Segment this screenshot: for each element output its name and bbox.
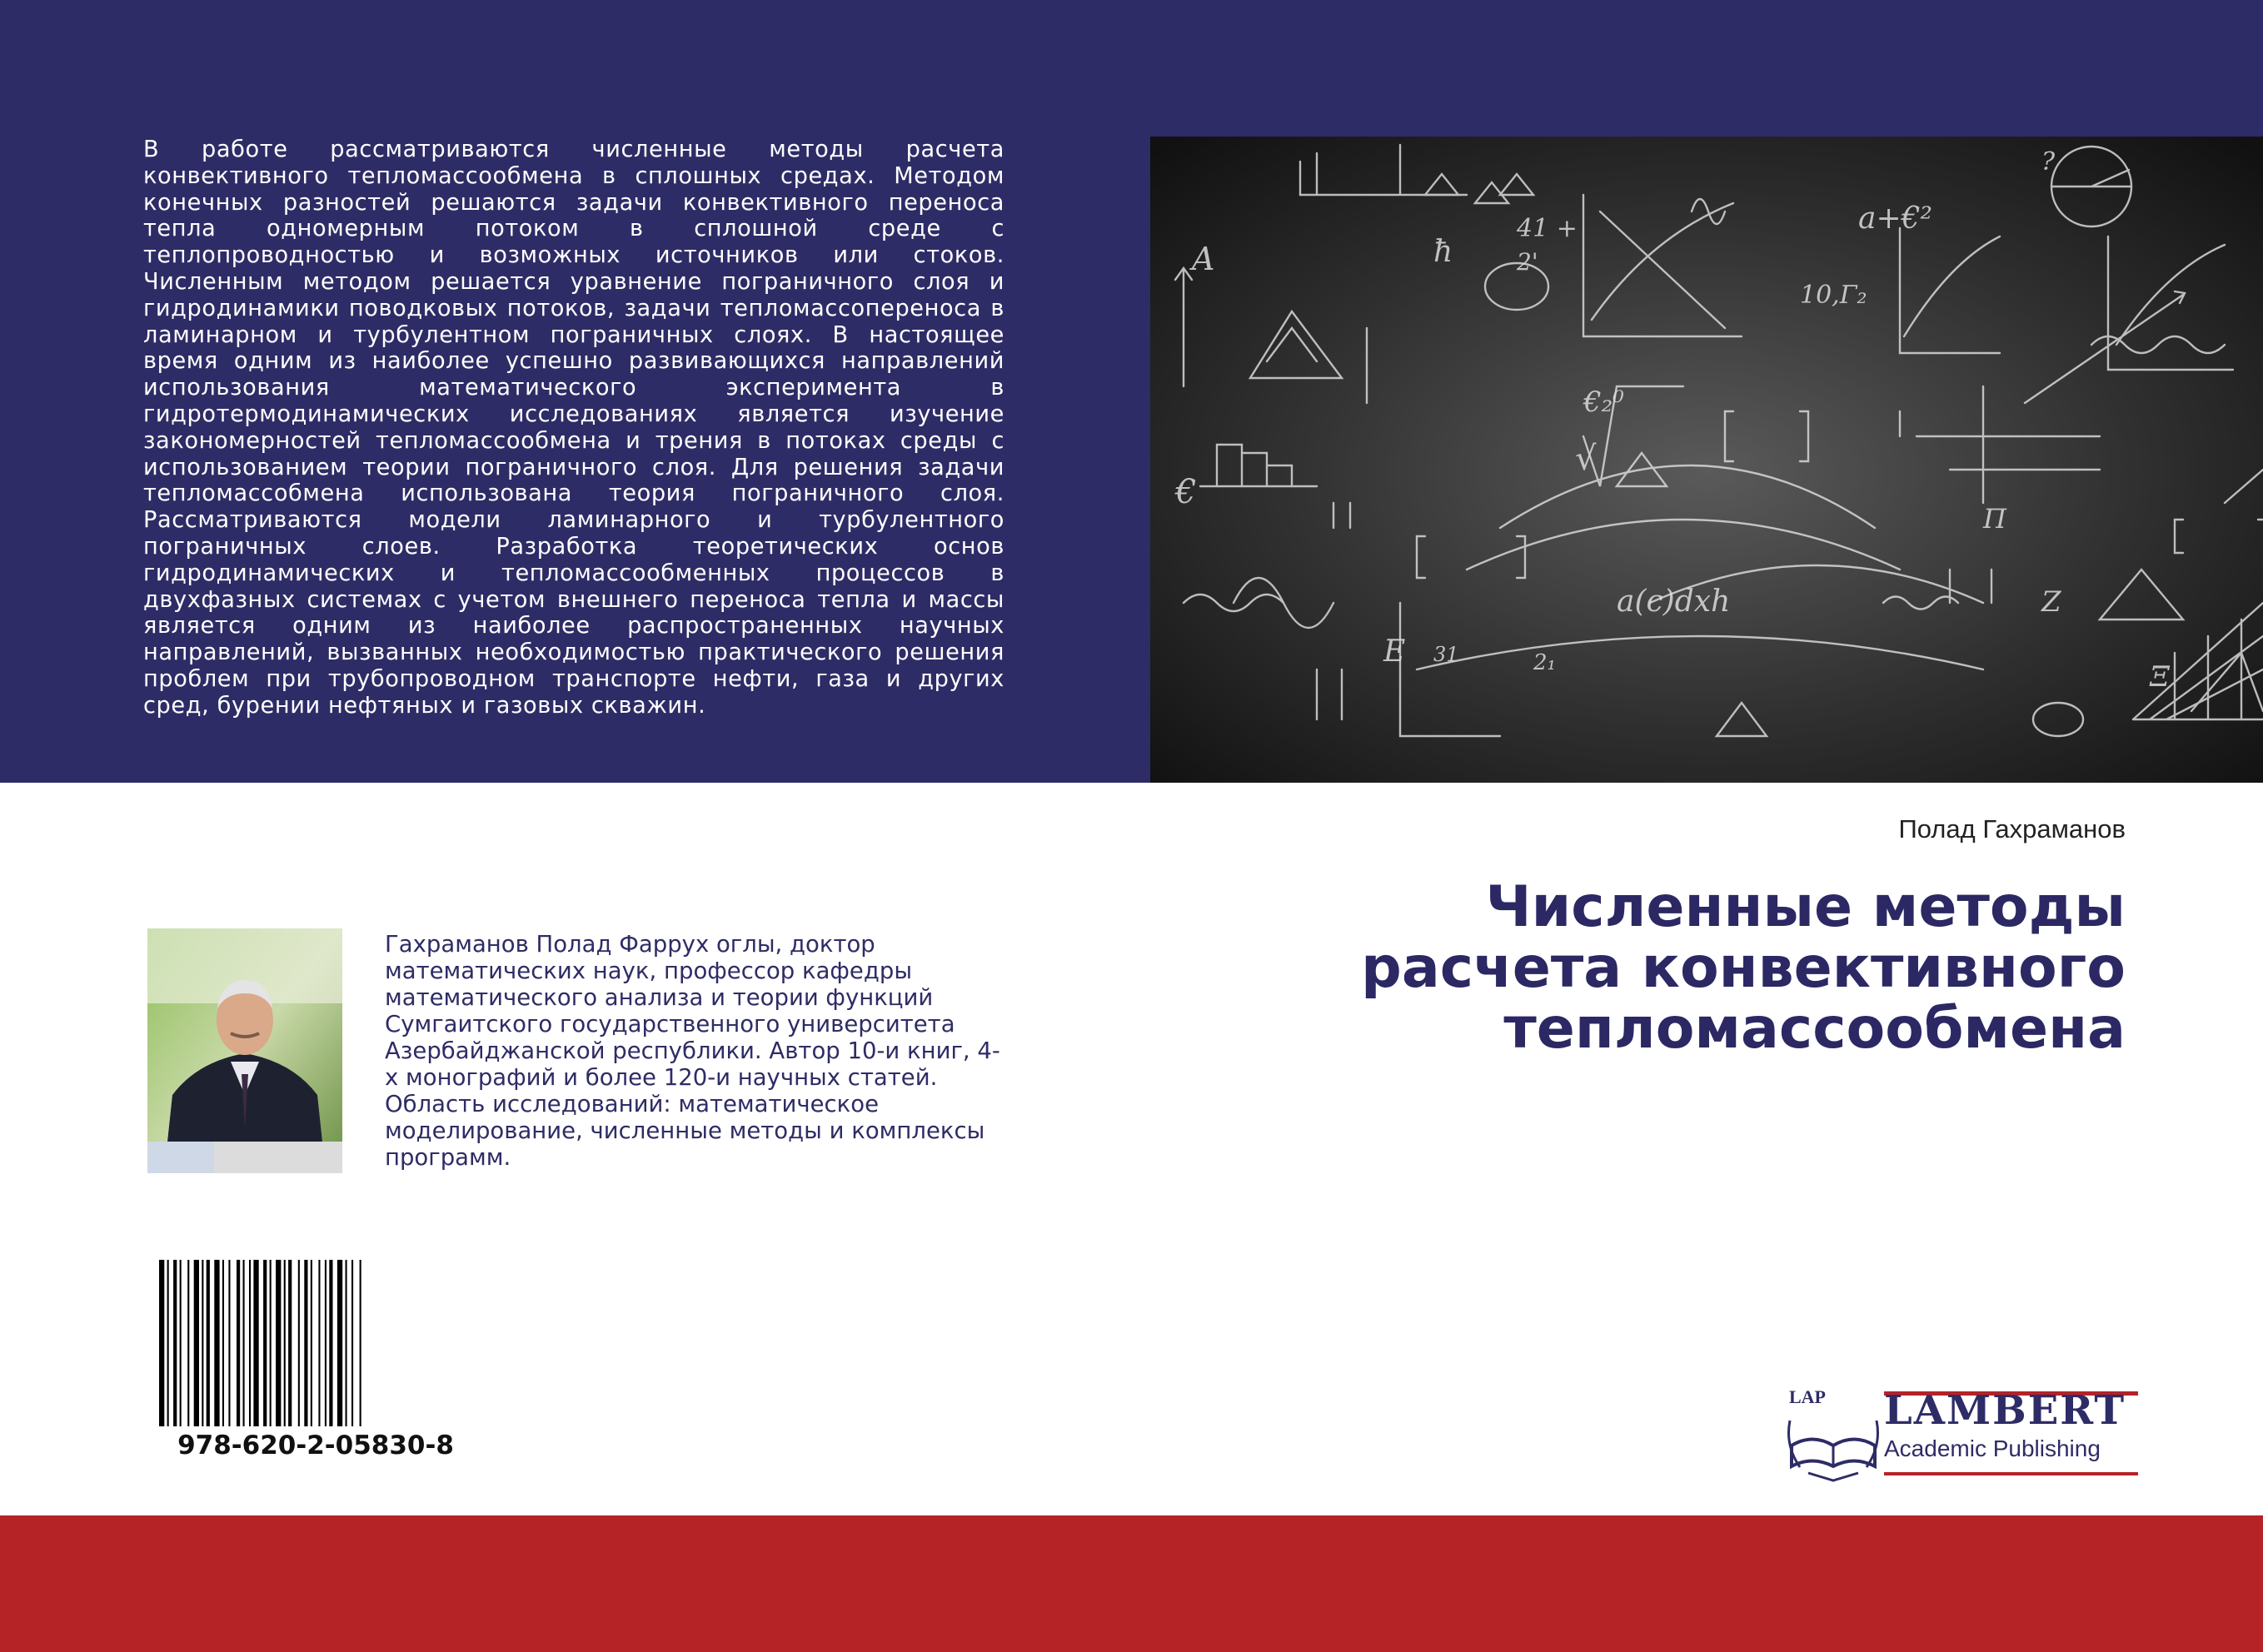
barcode-bar: [159, 1260, 164, 1426]
author-biography: Гахраманов Полад Фаррух оглы, доктор математических наук, профессор кафедры математического анализа и теории функций Сумгаитского государственного университета Азербайджанской республики. Автор 10-и книг, 4-х монографий и более 120-и научных статей. Область исследований: математическое моделирование, численные методы и комплексы программ.: [385, 931, 1000, 1171]
author-photo: [147, 928, 342, 1173]
chalk-mark: a(c)dxh: [1617, 585, 1731, 619]
title-line: расчета конвективного: [1361, 935, 2126, 1001]
chalk-mark: ħ: [1433, 235, 1453, 269]
publisher-subtitle: Academic Publishing: [1884, 1436, 2101, 1461]
chalk-mark: Ξ: [2150, 660, 2170, 694]
front-cover-author: Полад Гахраманов: [1898, 814, 2126, 843]
barcode-bar: [167, 1260, 169, 1426]
publisher-mark: LAP: [1789, 1386, 1826, 1407]
barcode-bar: [194, 1260, 199, 1426]
barcode-bar: [304, 1260, 307, 1426]
open-book-icon: [1789, 1421, 1878, 1480]
barcode-bar: [187, 1260, 189, 1426]
barcode-bar: [360, 1260, 361, 1426]
red-bottom-band: [0, 1515, 2263, 1652]
chalk-mark: a+€²: [1858, 202, 1932, 236]
chalk-mark: €: [1175, 473, 1197, 511]
barcode-bar: [253, 1260, 258, 1426]
barcode-bar: [346, 1260, 347, 1426]
barcode-bar: [263, 1260, 267, 1426]
barcode-bar: [228, 1260, 230, 1426]
chalk-mark: 10,Γ₂: [1800, 281, 1867, 310]
isbn-number: 978-620-2-05830-8: [177, 1431, 454, 1460]
barcode-bar: [311, 1260, 312, 1426]
chalk-mark: ?: [2041, 147, 2056, 177]
barcode-bar: [202, 1260, 203, 1426]
book-description: В работе рассматриваются численные методы расчета конвективного тепломассообмена в сплошных средах. Методом конечных разностей решаются задачи конвективного переноса тепла одномерным потоком в сплошной среде с теплопроводностью и возможных источников или стоков. Численным методом решается уравнение пограничного слоя и гидродинамики поводковых потоков, задачи тепломассопереноса в ламинарном и турбулентном пограничных слоях. В настоящее время одним из наиболее успешно развивающихся направлений использования математического эксперимента в гидротермодинамических исследованиях является изучение закономерностей тепломассообмена и трения в потоках среды с использованием теории пограничного слоя. Для решения задачи тепломассобмена использована теория пограничного слоя. Рассматриваются модели ламинарного и турбулентного пограничных слоев. Разработка теоретических основ гидродинамических и тепломассообменных процессов в двухфазных системах с учетом внешнего переноса тепла и массы является одним из наиболее распространенных научных направлений, вызванных необходимостью практического решения проблем при трубопроводном транспорте нефти, газа и других сред, бурении нефтяных и газовых скважин.: [143, 137, 1004, 719]
chalk-mark: 2₁: [1533, 650, 1556, 675]
barcode-bar: [337, 1260, 342, 1426]
barcode-bar: [329, 1260, 332, 1426]
barcode-bar: [237, 1260, 240, 1426]
barcode-bar: [207, 1260, 210, 1426]
title-line: Численные методы: [1485, 874, 2126, 940]
barcode-bar: [173, 1260, 177, 1426]
barcode-bar: [298, 1260, 300, 1426]
chalkboard-cover-image: [1150, 137, 2263, 783]
barcode-bar: [270, 1260, 272, 1426]
book-title: [1109, 874, 2126, 1062]
barcode-bar: [284, 1260, 286, 1426]
chalk-mark: €₂⁰: [1583, 386, 1624, 419]
barcode-bar: [325, 1260, 326, 1426]
chalk-mark: Z: [2041, 585, 2061, 619]
barcode-bar: [249, 1260, 251, 1426]
chalk-mark: 41 +: [1517, 214, 1578, 243]
chalk-mark: E: [1383, 634, 1406, 669]
barcode-bar: [288, 1260, 292, 1426]
barcode-bar: [351, 1260, 353, 1426]
title-line: тепломассообмена: [1503, 996, 2126, 1062]
barcode-bar: [222, 1260, 224, 1426]
chalk-mark: 2': [1517, 248, 1538, 276]
barcode-bar: [243, 1260, 245, 1426]
barcode-bar: [318, 1260, 320, 1426]
chalk-mark: 31: [1433, 643, 1459, 666]
barcode-bar: [180, 1260, 182, 1426]
chalk-mark: A: [1192, 241, 1215, 277]
chalk-mark: √: [1575, 440, 1597, 478]
chalk-mark: Π: [1983, 503, 2006, 535]
publisher-name: LAMBERT: [1884, 1387, 2126, 1434]
barcode-bar: [276, 1260, 281, 1426]
barcode-bar: [214, 1260, 219, 1426]
isbn-barcode: [157, 1260, 474, 1431]
